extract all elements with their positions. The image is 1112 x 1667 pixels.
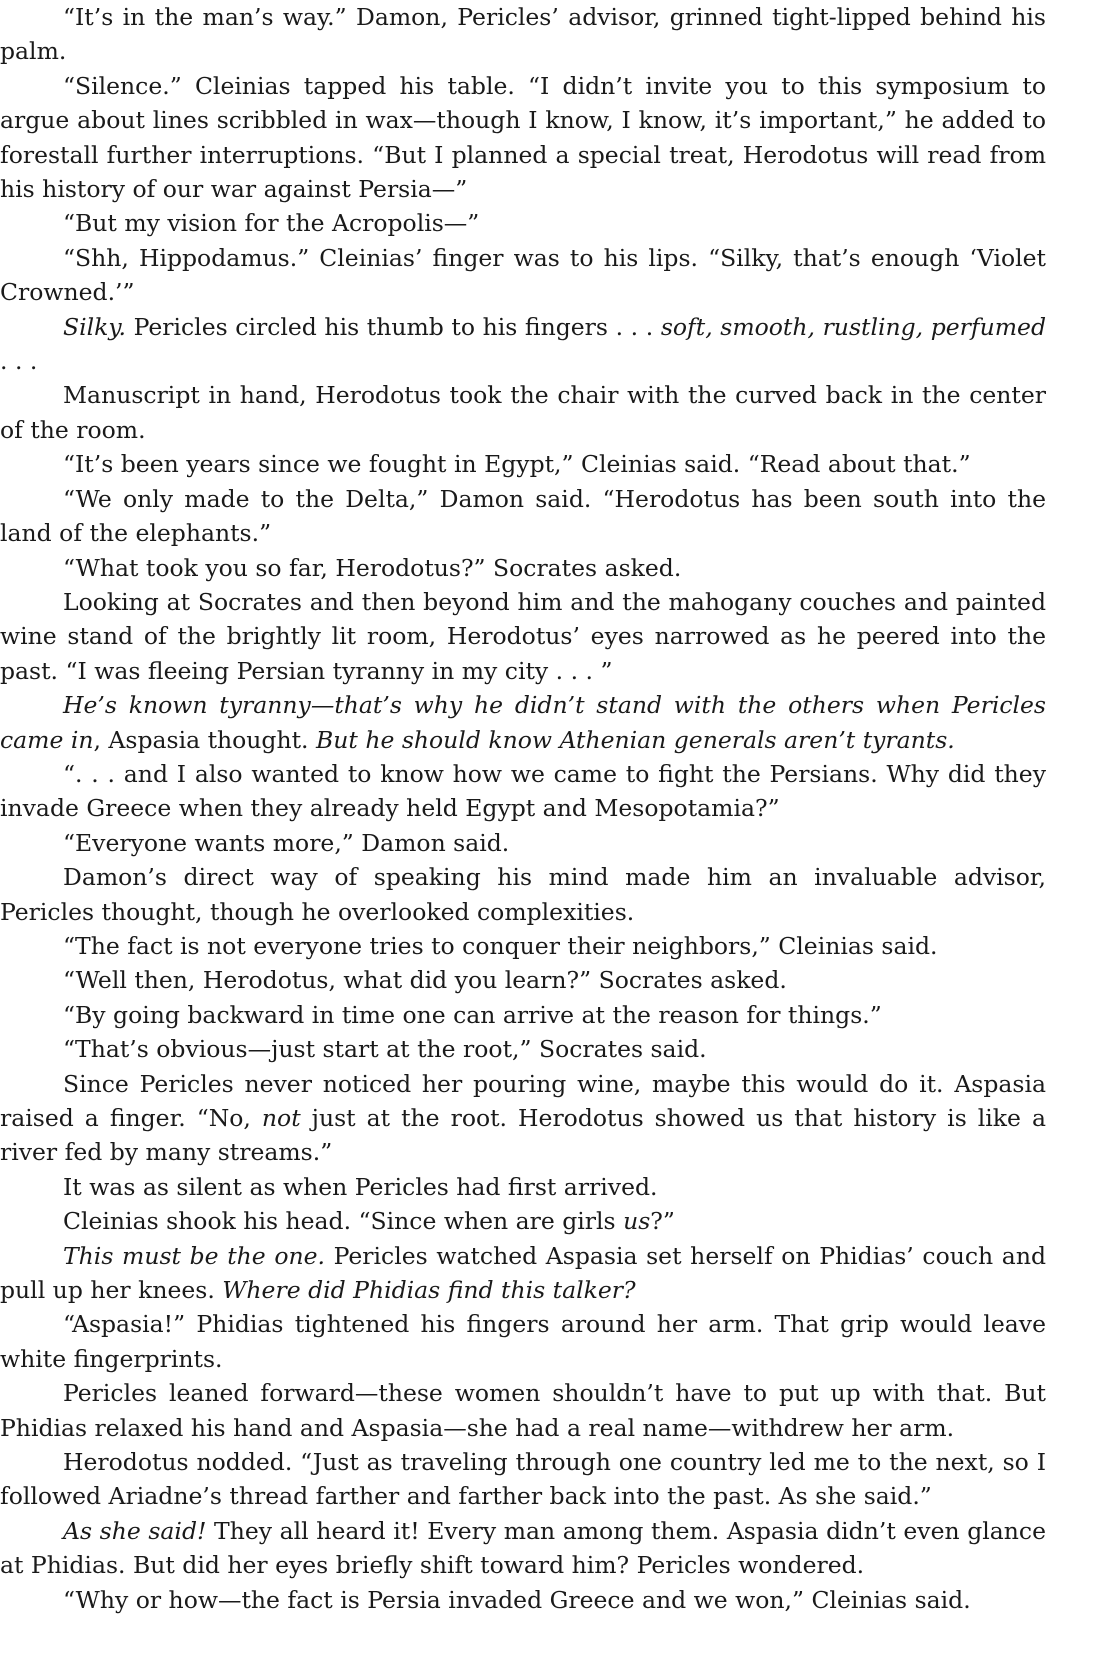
text-segment: , Aspasia thought. xyxy=(93,725,316,754)
italic-text: As she said! xyxy=(63,1516,207,1545)
paragraph xyxy=(0,0,1046,69)
text-segment: . . . xyxy=(0,347,38,376)
text-segment: “. . . and I also wanted to know how we came to fight the Persians. Why did they invade Greece when they already held Egypt and Mesopotamia?” xyxy=(0,759,1046,823)
paragraph xyxy=(0,310,1046,379)
text-segment: It was as silent as when Pericles had first arrived. xyxy=(63,1172,658,1201)
italic-text: But he should know Athenian generals aren’t tyrants. xyxy=(316,725,955,754)
text-segment: Since Pericles never noticed her pouring wine, maybe this would do it. Aspasia raised a finger. “No, xyxy=(0,1069,1046,1132)
paragraph xyxy=(0,860,1046,929)
text-segment: Looking at Socrates and then beyond him and the mahogany couches and painted wine stand of the brightly lit room, Herodotus’ eyes narrowed as he peered into the past. “I was fleeing Persian tyranny in my city . . . ” xyxy=(0,587,1046,685)
text-segment: “It’s been years since we fought in Egypt,” Cleinias said. “Read about that.” xyxy=(63,450,971,479)
text-segment: ?” xyxy=(650,1207,675,1236)
text-segment: “But my vision for the Acropolis—” xyxy=(63,209,480,238)
paragraph xyxy=(0,1514,1046,1583)
paragraph xyxy=(0,378,1046,447)
italic-text: Silky. xyxy=(63,312,126,341)
paragraph xyxy=(0,1170,1046,1204)
italic-text: us xyxy=(623,1207,651,1236)
text-segment: “Aspasia!” Phidias tightened his fingers around her arm. That grip would leave white fingerprints. xyxy=(0,1310,1046,1373)
text-segment: Pericles leaned forward—these women shouldn’t have to put up with that. But Phidias relaxed his hand and Aspasia—she had a real name—withdrew her arm. xyxy=(0,1379,1046,1442)
text-segment: “Shh, Hippodamus.” Cleinias’ finger was to his lips. “Silky, that’s enough ‘Violet Crowned.’” xyxy=(0,243,1046,307)
text-segment: “Silence.” Cleinias tapped his table. “I didn’t invite you to this symposium to argue about lines scribbled in wax—though I know, I know, it’s important,” he added to forestall further interruptions. “But I planned a special treat, Herodotus will read from his history of our war against Persia—” xyxy=(0,71,1046,204)
italic-text: not xyxy=(261,1104,301,1132)
paragraph xyxy=(0,1583,1046,1617)
paragraph xyxy=(0,585,1046,688)
paragraph xyxy=(0,1307,1046,1376)
paragraph xyxy=(0,826,1046,860)
text-segment: “Everyone wants more,” Damon said. xyxy=(63,828,510,857)
paragraph xyxy=(0,757,1046,826)
paragraph xyxy=(0,447,1046,481)
text-segment: Manuscript in hand, Herodotus took the chair with the curved back in the center of the room. xyxy=(0,381,1046,444)
text-segment: Herodotus nodded. “Just as traveling through one country led me to the next, so I followed Ariadne’s thread farther and farther back into the past. As she said.” xyxy=(0,1448,1046,1511)
paragraph xyxy=(0,482,1046,551)
paragraph xyxy=(0,206,1046,240)
text-segment: “By going backward in time one can arrive at the reason for things.” xyxy=(63,1000,882,1029)
paragraph xyxy=(0,1032,1046,1066)
italic-text: He’s known tyranny—that’s why he didn’t stand with the others when Pericles came in xyxy=(0,691,1046,754)
text-segment: “It’s in the man’s way.” Damon, Pericles’ advisor, grinned tight-lipped behind his palm. xyxy=(0,3,1046,66)
italic-text: Where did Phidias find this talker? xyxy=(222,1276,636,1305)
paragraph xyxy=(0,998,1046,1032)
paragraph xyxy=(0,551,1046,585)
paragraph xyxy=(0,929,1046,963)
text-segment: “The fact is not everyone tries to conquer their neighbors,” Cleinias said. xyxy=(63,931,938,960)
paragraph xyxy=(0,1067,1046,1170)
text-segment: Damon’s direct way of speaking his mind made him an invaluable advisor, Pericles thought, though he overlooked complexities. xyxy=(0,863,1046,926)
text-segment: Pericles watched Aspasia set herself on Phidias’ couch and pull up her knees. xyxy=(0,1241,1046,1305)
paragraph xyxy=(0,69,1046,207)
text-segment: They all heard it! Every man among them. Aspasia didn’t even glance at Phidias. But did her eyes briefly shift toward him? Pericles wondered. xyxy=(0,1516,1046,1580)
paragraph xyxy=(0,1376,1046,1445)
text-segment: Cleinias shook his head. “Since when are girls xyxy=(63,1207,624,1236)
text-segment: “Well then, Herodotus, what did you learn?” Socrates asked. xyxy=(63,966,787,995)
paragraph xyxy=(0,688,1046,757)
text-segment: just at the root. Herodotus showed us that history is like a river fed by many streams.” xyxy=(0,1104,1046,1167)
text-segment: “We only made to the Delta,” Damon said. “Herodotus has been south into the land of the elephants.” xyxy=(0,484,1046,548)
paragraph xyxy=(0,241,1046,310)
italic-text: soft, smooth, rustling, perfumed xyxy=(660,312,1046,341)
paragraph xyxy=(0,1239,1046,1308)
paragraph xyxy=(0,963,1046,997)
text-segment: “Why or how—the fact is Persia invaded Greece and we won,” Cleinias said. xyxy=(63,1585,971,1614)
text-segment: “That’s obvious—just start at the root,” Socrates said. xyxy=(63,1035,707,1064)
paragraph xyxy=(0,1204,1046,1238)
text-segment: Pericles circled his thumb to his fingers . . . xyxy=(126,312,661,341)
italic-text: This must be the one. xyxy=(63,1241,325,1270)
paragraph xyxy=(0,1445,1046,1514)
text-segment: “What took you so far, Herodotus?” Socrates asked. xyxy=(63,553,682,582)
